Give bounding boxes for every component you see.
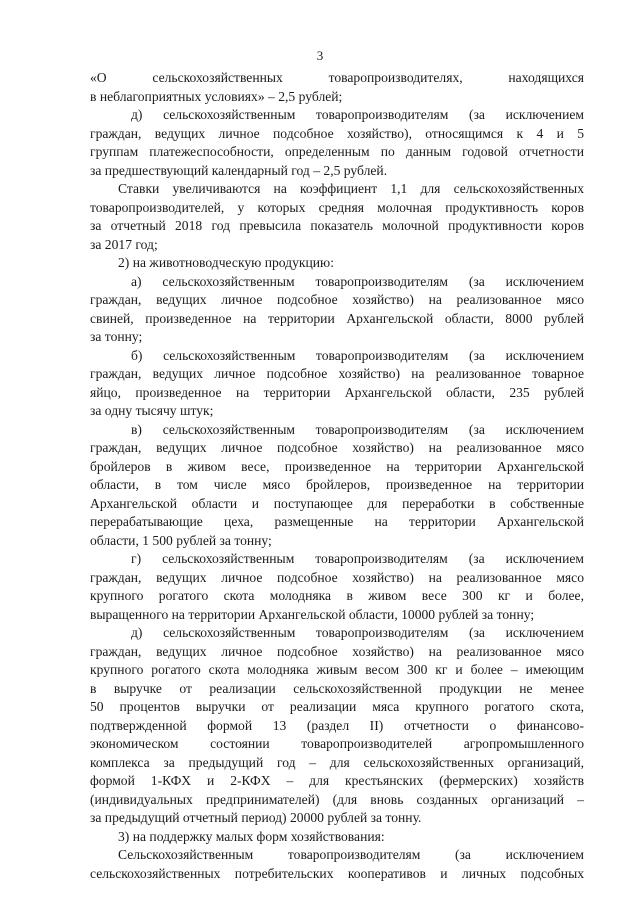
- text-line: в неблагоприятных условиях» – 2,5 рублей;: [90, 88, 343, 104]
- text-line: граждан, ведущих личное подсобное хозяйство) на реализованное мясо: [90, 292, 584, 307]
- text-line: области, 1 500 рублей за тонну;: [90, 532, 272, 548]
- text-line: граждан, ведущих личное подсобное хозяйство) на реализованное мясо: [90, 440, 584, 455]
- text-line: товаропроизводителей, у которых средняя молочная продуктивность коров: [90, 199, 584, 215]
- text-line: выращенного на территории Архангельской области, 10000 рублей за тонну;: [90, 606, 535, 622]
- text-line: комплекса за предыдущий год – для сельскохозяйственных организаций,: [90, 754, 584, 770]
- text-line: свиней, произведенное на территории Архангельской области, 8000 рублей: [90, 310, 584, 326]
- text-line: Сельскохозяйственным товаропроизводителям (за исключением: [118, 847, 584, 862]
- text-line: бройлеров в живом весе, произведенное на территории Архангельской: [90, 458, 584, 474]
- text-line: яйцо, произведенное на территории Архангельской области, 235 рублей: [90, 384, 584, 400]
- text-line: за 2017 год;: [90, 236, 158, 252]
- text-line: г) сельскохозяйственным товаропроизводителям (за исключением: [131, 551, 584, 566]
- text-line: Ставки увеличиваются на коэффициент 1,1 для сельскохозяйственных: [118, 181, 584, 196]
- text-line: граждан, ведущих личное подсобное хозяйство), относящимся к 4 и 5: [90, 125, 584, 141]
- text-line: д) сельскохозяйственным товаропроизводителям (за исключением: [131, 625, 584, 640]
- text-line: сельскохозяйственных потребительских кооперативов и личных подсобных: [90, 865, 584, 881]
- text-line: Архангельской области и поступающее для переработки в собственные: [90, 495, 584, 511]
- text-line: в) сельскохозяйственным товаропроизводителям (за исключением: [131, 421, 584, 437]
- text-line: за одну тысячу штук;: [90, 403, 214, 418]
- text-line: 50 процентов выручки от реализации мяса крупного рогатого скота,: [90, 699, 584, 714]
- text-line: в выручке от реализации сельскохозяйственной продукции не менее: [90, 680, 584, 696]
- text-line: крупного рогатого скота молодняка в живом весе 300 кг и более,: [90, 588, 584, 603]
- text-line: а) сельскохозяйственным товаропроизводителям (за исключением: [131, 273, 584, 289]
- text-line: перерабатывающие цеха, размещенные на территории Архангельской: [90, 514, 584, 529]
- text-line: группам платежеспособности, определенным по данным годовой отчетности: [90, 144, 584, 159]
- text-line: граждан, ведущих личное подсобное хозяйство) на реализованное товарное: [90, 366, 584, 381]
- text-line: за предшествующий календарный год – 2,5 рублей.: [90, 162, 388, 178]
- text-line: д) сельскохозяйственным товаропроизводителям (за исключением: [131, 107, 584, 122]
- text-line: б) сельскохозяйственным товаропроизводителям (за исключением: [131, 347, 584, 363]
- text-line: «О сельскохозяйственных товаропроизводителях, находящихся: [90, 70, 584, 85]
- text-line: за отчетный 2018 год превысила показатель молочной продуктивности коров: [90, 218, 584, 233]
- text-line: граждан, ведущих личное подсобное хозяйство) на реализованное мясо: [90, 569, 584, 585]
- text-line: 2) на животноводческую продукцию:: [118, 255, 334, 270]
- text-line: экономическом состоянии товаропроизводителей агропромышленного: [90, 736, 584, 751]
- text-line: за тонну;: [90, 329, 143, 344]
- text-line: области, в том числе мясо бройлеров, произведенное на территории: [90, 477, 584, 492]
- text-line: граждан, ведущих личное подсобное хозяйство) на реализованное мясо: [90, 643, 584, 659]
- page-number: 3: [316, 48, 324, 63]
- text-line: (индивидуальных предпринимателей) (для вновь созданных организаций –: [90, 791, 584, 807]
- text-line: 3) на поддержку малых форм хозяйствования:: [118, 828, 385, 844]
- text-line: за предыдущий отчетный период) 20000 рублей за тонну.: [90, 810, 422, 825]
- text-line: формой 1-КФХ и 2-КФХ – для крестьянских (фермерских) хозяйств: [90, 773, 584, 788]
- text-line: подтвержденной формой 13 (раздел II) отчетности о финансово-: [90, 717, 584, 733]
- text-line: крупного рогатого скота молодняка живым весом 300 кг и более – имеющим: [90, 662, 584, 677]
- document-body: [90, 69, 584, 883]
